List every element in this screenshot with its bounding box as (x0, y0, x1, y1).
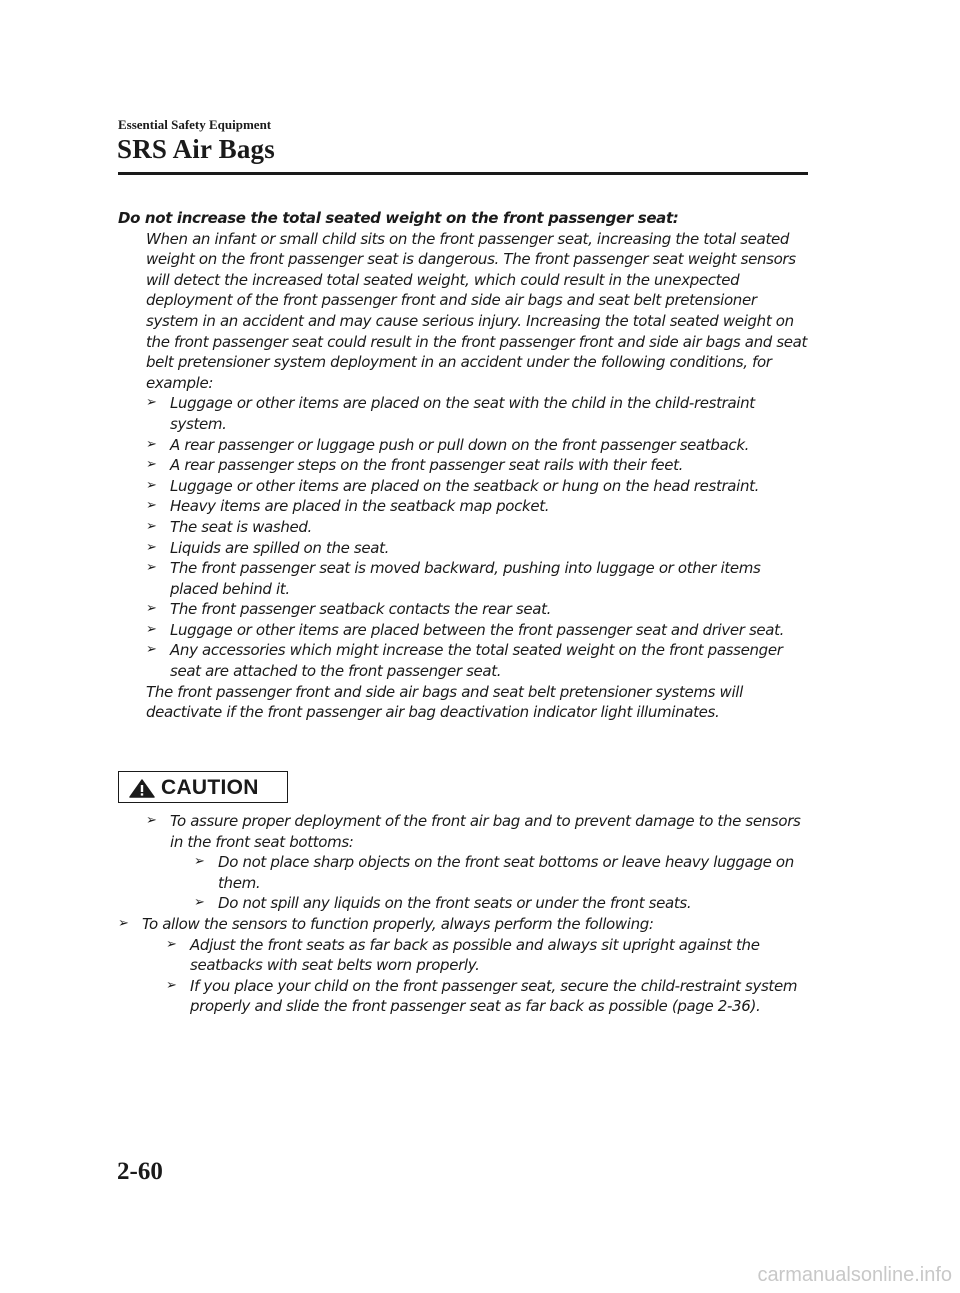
arrow-bullet-icon: ➢ (166, 977, 177, 993)
list-item: ➢ A rear passenger or luggage push or pull down on the front passenger seatback. (146, 435, 750, 454)
caution-content (118, 811, 808, 1017)
header-rule (118, 172, 808, 175)
list-item: ➢ The seat is washed. (146, 517, 312, 536)
arrow-bullet-icon: ➢ (146, 477, 157, 493)
condition-list (118, 393, 808, 681)
caution-sublist (142, 935, 808, 1017)
arrow-bullet-icon: ➢ (146, 539, 157, 555)
page-title: SRS Air Bags (117, 134, 275, 164)
arrow-bullet-icon: ➢ (118, 915, 129, 931)
section-label: Essential Safety Equipment (118, 117, 272, 132)
arrow-bullet-icon: ➢ (194, 854, 205, 870)
caution-list (118, 811, 808, 1017)
list-item: ➢ Luggage or other items are placed on the seatback or hung on the head restraint. (146, 476, 760, 495)
list-item: ➢ Adjust the front seats as far back as possible and always sit upright against the seatbacks with seat belts worn properly. (166, 935, 760, 975)
list-item: ➢ If you place your child on the front passenger seat, secure the child-restraint system properly and slide the front passenger seat as far back as possible (page 2-36). (166, 976, 798, 1016)
arrow-bullet-icon: ➢ (194, 895, 205, 911)
arrow-bullet-icon: ➢ (146, 642, 157, 658)
arrow-bullet-icon: ➢ (146, 457, 157, 473)
list-item: ➢ Any accessories which might increase the total seated weight on the front passenger seat are attached to the front passenger seat. (146, 641, 783, 681)
list-item: ➢ Heavy items are placed in the seatback map pocket. (146, 497, 550, 516)
arrow-bullet-icon: ➢ (146, 813, 157, 828)
list-item: ➢ Do not spill any liquids on the front seats or under the front seats. (194, 894, 692, 913)
list-item: ➢ The front passenger seat is moved backward, pushing into luggage or other items placed behind it. (146, 559, 761, 598)
caution-sublist (170, 852, 808, 914)
list-item: ➢ To allow the sensors to function properly, always perform the following: ➢ Adjust the front seats as far back as possible and always sit upright against the seatbacks with seat belts worn properly. ➢ If you place your child on the front passenger seat, secure the child-restraint system properly and slide the front passenger seat as far back as possible (page 2-36). (118, 914, 808, 1017)
list-item: ➢ To assure proper deployment of the front air bag and to prevent damage to the sensors in the front seat bottoms: ➢ Do not place sharp objects on the front seat bottoms or leave heavy luggage on them. ➢ Do not spill any liquids on the front seats or under the front seats. (146, 811, 808, 914)
list-item: ➢ Liquids are spilled on the seat. (146, 538, 390, 557)
watermark: carmanualsonline.info (757, 1264, 952, 1286)
arrow-bullet-icon: ➢ (146, 621, 157, 637)
caution-label: CAUTION (161, 776, 259, 799)
caution-label-box (118, 771, 288, 803)
list-item: ➢ Do not place sharp objects on the front seat bottoms or leave heavy luggage on them. (194, 853, 794, 892)
lead-heading: Do not increase the total seated weight on the front passenger seat: (118, 209, 679, 227)
arrow-bullet-icon: ➢ (146, 498, 157, 514)
closing-paragraph: The front passenger front and side air bags and seat belt pretensioner systems will deactivate if the front passenger air bag deactivation indicator light illuminates. (146, 682, 743, 722)
intro-paragraph: When an infant or small child sits on the front passenger seat, increasing the total seated weight on the front passenger seat is dangerous. The front passenger seat weight sensors will detect the increased total seated weight, which could result in the unexpected deployment of the front passenger front and side air bags and seat belt pretensioner system in an accident and may cause serious injury. Increasing the total seated weight on the front passenger seat could result in the front passenger front and side air bags and seat belt pretensioner system deployment in an accident under the following conditions, for example: (146, 229, 808, 392)
main-content (118, 208, 808, 723)
list-item: ➢ A rear passenger steps on the front passenger seat rails with their feet. (146, 456, 684, 475)
arrow-bullet-icon: ➢ (166, 936, 177, 952)
list-item: ➢ Luggage or other items are placed on the seat with the child in the child-restraint system. (146, 394, 755, 433)
arrow-bullet-icon: ➢ (146, 560, 157, 576)
arrow-bullet-icon: ➢ (146, 395, 157, 411)
page-number: 2-60 (117, 1158, 163, 1185)
arrow-bullet-icon: ➢ (146, 518, 157, 534)
arrow-bullet-icon: ➢ (146, 601, 157, 617)
arrow-bullet-icon: ➢ (146, 436, 157, 452)
warning-triangle-icon (129, 779, 155, 798)
list-item: ➢ Luggage or other items are placed between the front passenger seat and driver seat. (146, 620, 785, 639)
list-item: ➢ The front passenger seatback contacts the rear seat. (146, 600, 552, 619)
